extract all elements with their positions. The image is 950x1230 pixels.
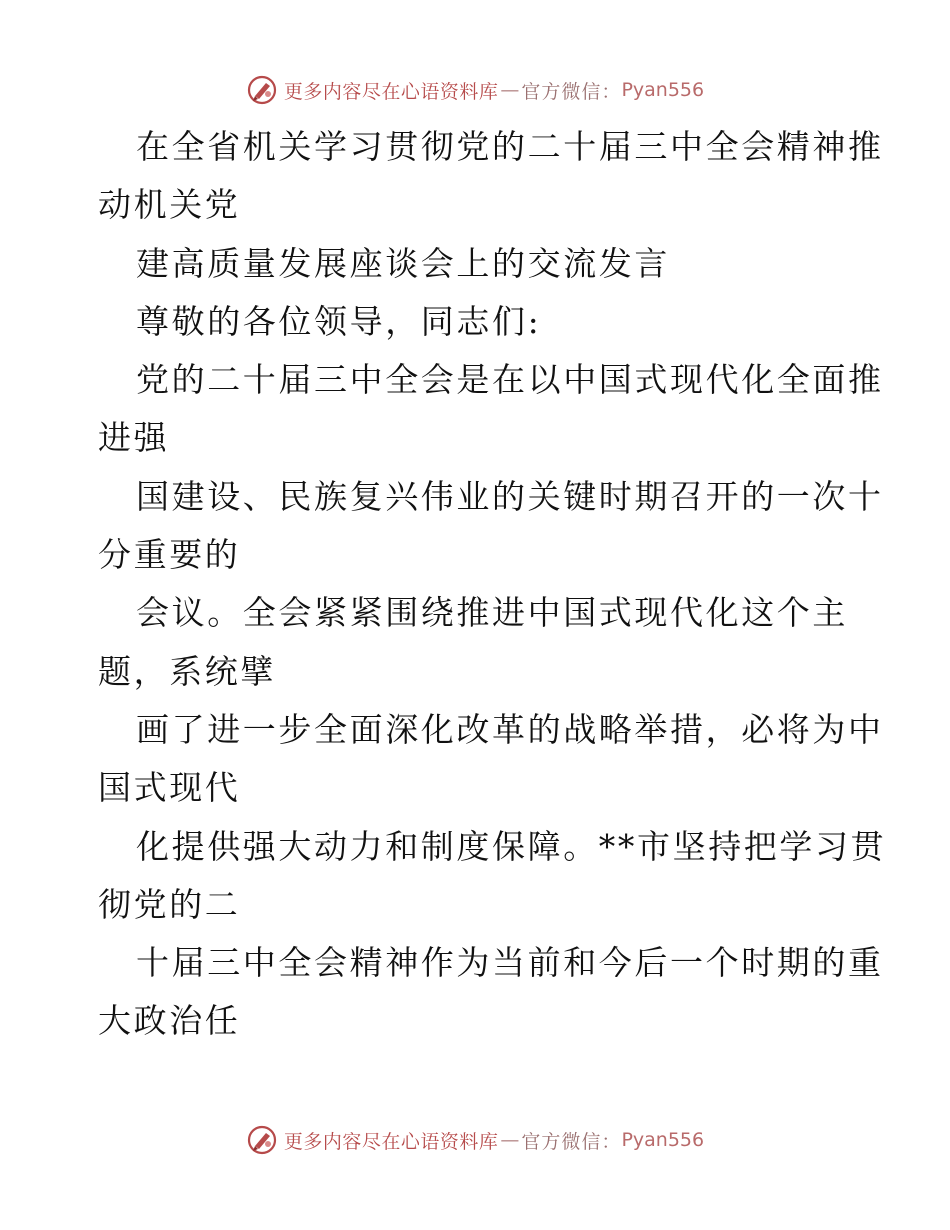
text-line: 化提供强大动力和制度保障。**市坚持把学习贯 (136, 826, 887, 866)
banner-separator: — (500, 1129, 520, 1151)
text-line: 彻党的二 (98, 884, 241, 924)
text-line: 题，系统擘 (98, 651, 276, 691)
text-line: 进强 (98, 418, 170, 458)
text-line: 在全省机关学习贯彻党的二十届三中全会精神推 (136, 127, 884, 166)
text-line: 建高质量发展座谈会上的交流发言 (136, 243, 670, 283)
text-line: 动机关党 (98, 185, 241, 225)
text-line: 分重要的 (98, 535, 241, 575)
text-line: 画了进一步全面深化改革的战略举措，必将为中 (136, 709, 884, 749)
banner-wechat-label: 官方微信： (521, 1130, 622, 1153)
text-line: 国式现代 (98, 768, 241, 808)
banner-wechat-id: Pyan556 (621, 1129, 705, 1151)
banner-brand-text: 更多内容尽在心语资料库 (283, 1130, 499, 1153)
text-line: 会议。全会紧紧围绕推进中国式现代化这个主 (136, 593, 848, 633)
pen-logo-icon (246, 74, 278, 106)
text-line: 十届三中全会精神作为当前和今后一个时期的重 (136, 943, 884, 983)
salutation-line: 尊敬的各位领导，同志们: (136, 301, 542, 341)
banner-separator: — (500, 79, 520, 101)
document-body (98, 118, 887, 1051)
header-watermark (0, 70, 950, 110)
banner-wechat-label: 官方微信： (521, 80, 622, 103)
text-line: 党的二十届三中全会是在以中国式现代化全面推 (136, 360, 884, 400)
text-line: 国建设、民族复兴伟业的关键时期召开的一次十 (136, 476, 884, 516)
banner-brand-text: 更多内容尽在心语资料库 (283, 80, 499, 103)
banner-wechat-id: Pyan556 (621, 79, 705, 101)
pen-logo-icon (246, 1124, 278, 1156)
footer-watermark (0, 1120, 950, 1160)
text-line: 大政治任 (98, 1001, 241, 1041)
